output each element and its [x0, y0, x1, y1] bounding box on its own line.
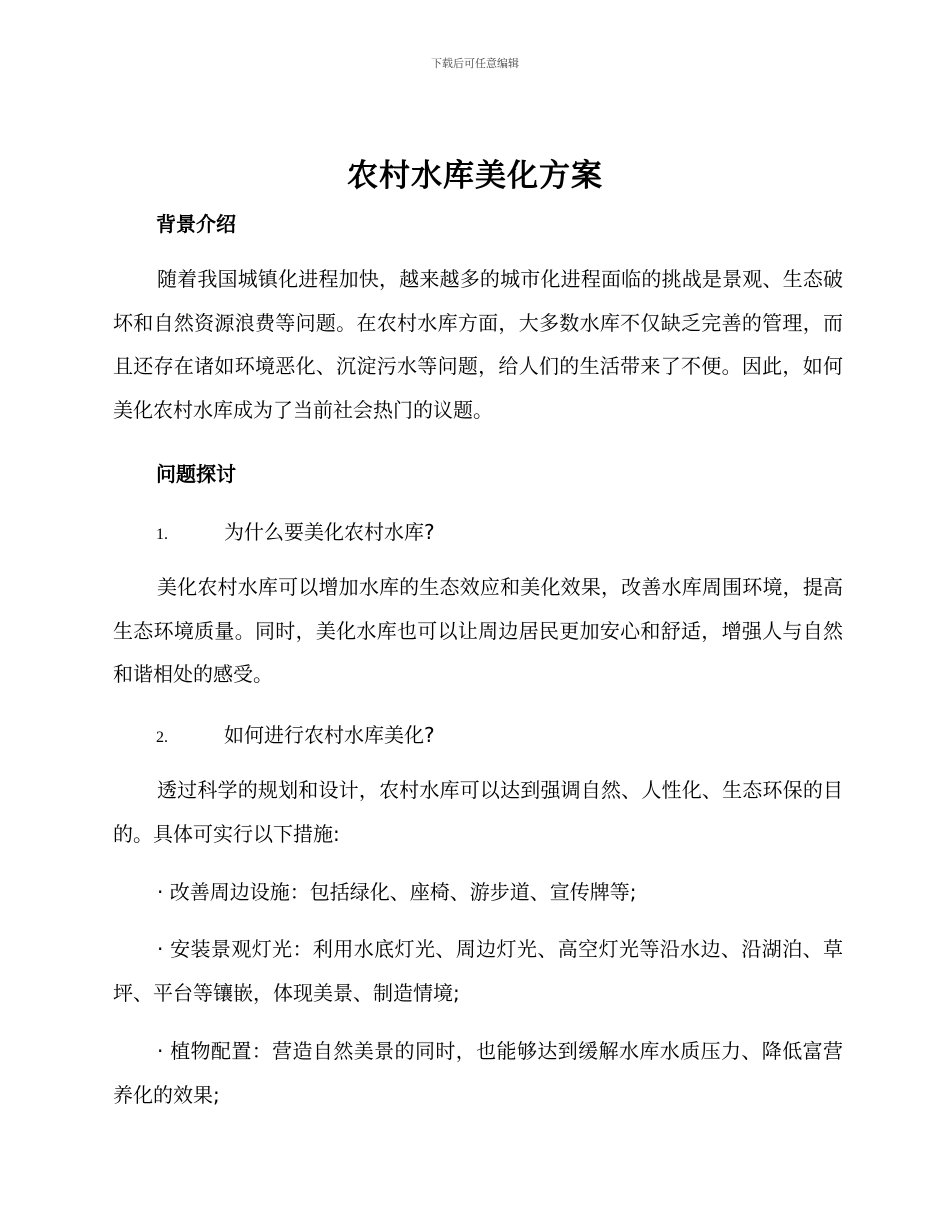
- document-title: 农村水库美化方案: [347, 158, 603, 194]
- question-2-answer: 透过科学的规划和设计，农村水库可以达到强调自然、人性化、生态环保的目的。具体可实行以下措施:: [113, 778, 843, 846]
- page-header-note: 下载后可任意编辑: [431, 57, 519, 70]
- question-text: 为什么要美化农村水库?: [224, 520, 435, 544]
- background-paragraph: 随着我国城镇化进程加快，越来越多的城市化进程面临的挑战是景观、生态破坏和自然资源浪费等问题。在农村水库方面，大多数水库不仅缺乏完善的管理，而且还存在诸如环境恶化、沉淀污水等问题，给人们的生活带来了不便。因此，如何美化农村水库成为了当前社会热门的议题。: [113, 267, 843, 422]
- question-text: 如何进行农村水库美化?: [224, 723, 435, 747]
- question-number: 1.: [156, 526, 168, 543]
- question-number: 2.: [156, 729, 168, 746]
- question-item-2: [156, 719, 435, 748]
- measure-item: · 改善周边设施：包括绿化、座椅、游步道、宣传牌等;: [157, 880, 637, 904]
- section-heading-background: 背景介绍: [156, 212, 236, 236]
- measure-item: · 安装景观灯光：利用水底灯光、周边灯光、高空灯光等沿水边、沿湖泊、草坪、平台等镶嵌，体现美景、制造情境;: [113, 937, 843, 1005]
- measure-item: · 植物配置：营造自然美景的同时，也能够达到缓解水库水质压力、降低富营养化的效果;: [113, 1039, 843, 1107]
- section-heading-discussion: 问题探讨: [156, 462, 236, 486]
- question-item-1: [156, 516, 435, 545]
- question-1-answer: 美化农村水库可以增加水库的生态效应和美化效果，改善水库周围环境，提高生态环境质量。同时，美化水库也可以让周边居民更加安心和舒适，增强人与自然和谐相处的感受。: [113, 575, 843, 686]
